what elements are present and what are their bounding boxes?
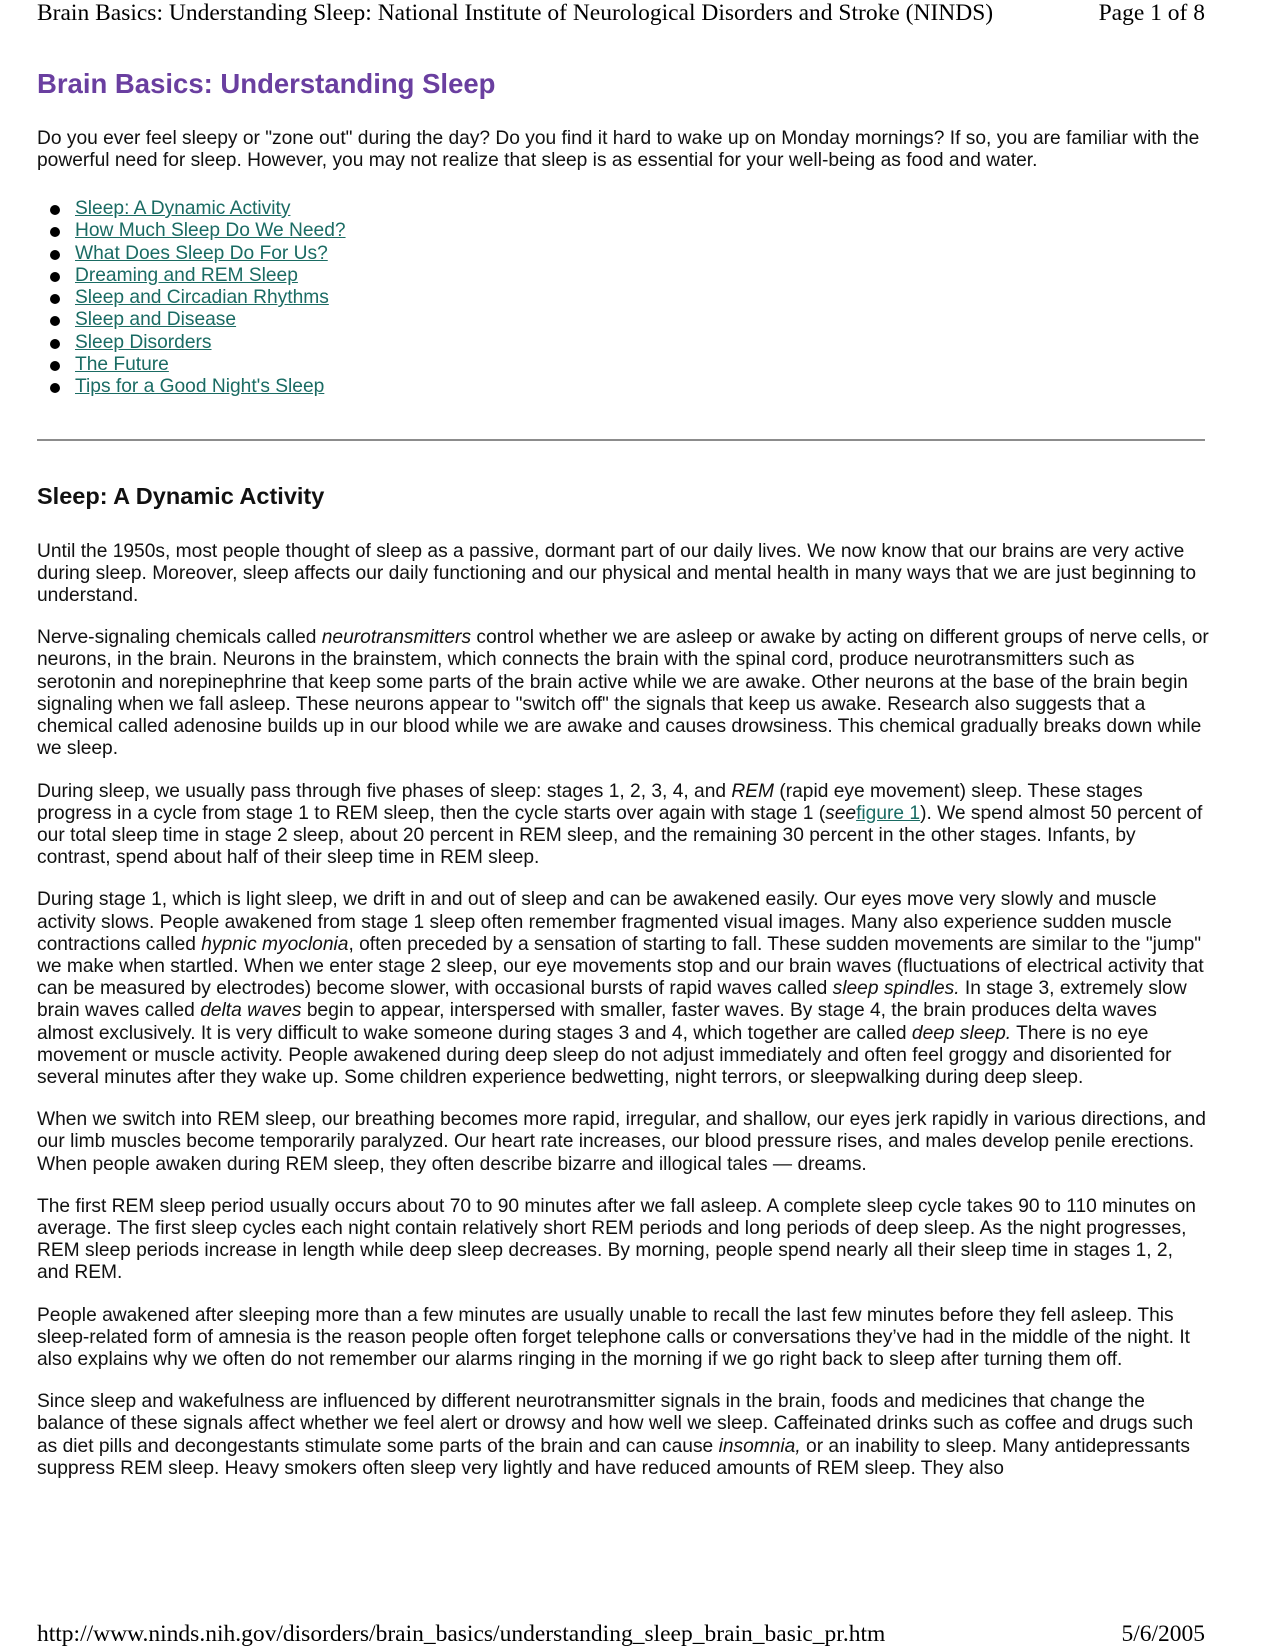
print-footer [37, 1621, 1205, 1648]
term-deep-sleep: deep sleep. [911, 1022, 1012, 1044]
paragraph-3: During sleep, we usually pass through five phases of sleep: stages 1, 2, 3, 4, and REM (rapid eye movement) sleep. These stages progress in a cycle from stage 1 to REM sleep, then the cycle starts over again with stage 1 (seefigure 1). We spend almost 50 percent of our total sleep time in stage 2 sleep, about 20 percent in REM sleep, and the remaining 30 percent in the other stages. Infants, by contrast, spend about half of their sleep time in REM sleep. [37, 780, 1203, 869]
paragraph-8: Since sleep and wakefulness are influenced by different neurotransmitter signals in the brain, foods and medicines that change the balance of these signals affect whether we feel alert or drowsy and how well we sleep. Caffeinated drinks such as coffee and drugs such as diet pills and decongestants stimulate some parts of the brain and can cause insomnia, or an inability to sleep. Many antidepressants suppress REM sleep. Heavy smokers often sleep very lightly and have reduced amounts of REM sleep. They also [37, 1391, 1194, 1479]
section-divider [37, 439, 1205, 441]
print-footer-url: http://www.ninds.nih.gov/disorders/brain_basics/understanding_sleep_brain_basic_pr.htm [37, 1621, 886, 1647]
toc-item [75, 376, 1209, 398]
toc-link-the-future[interactable]: The Future [75, 354, 169, 376]
bullet-icon [50, 294, 60, 304]
toc-item [75, 332, 1209, 354]
toc-link-sleep-disorders[interactable]: Sleep Disorders [75, 331, 212, 353]
print-footer-date: 5/6/2005 [1121, 1621, 1205, 1647]
toc-item [75, 220, 1209, 242]
bullet-icon [50, 205, 60, 215]
bullet-icon [50, 361, 60, 371]
table-of-contents [37, 198, 1209, 399]
toc-link-dynamic-activity[interactable]: Sleep: A Dynamic Activity [75, 198, 291, 219]
bullet-icon [50, 383, 60, 393]
paragraph-1: Until the 1950s, most people thought of sleep as a passive, dormant part of our daily lives. We now know that our brains are very active during sleep. Moreover, sleep affects our daily functioning and our physical and mental health in many ways that we are just beginning to understand. [37, 540, 1197, 607]
section-heading: Sleep: A Dynamic Activity [37, 482, 325, 509]
term-delta-waves: delta waves [200, 1000, 302, 1022]
term-rem: REM [731, 780, 775, 802]
toc-link-dreaming-rem[interactable]: Dreaming and REM Sleep [75, 264, 298, 286]
intro-paragraph: Do you ever feel sleepy or "zone out" during the day? Do you find it hard to wake up on Monday mornings? If so, you are familiar with the powerful need for sleep. However, you may not realize that sleep is as essential for your well-being as food and water. [37, 128, 1200, 171]
bullet-icon [50, 316, 60, 326]
article [37, 64, 1209, 1480]
bullet-icon [50, 272, 60, 282]
paragraph-2: Nerve-signaling chemicals called neurotransmitters control whether we are asleep or awake by acting on different groups of nerve cells, or neurons, in the brain. Neurons in the brainstem, which connects the brain with the spinal cord, produce neurotransmitters such as serotonin and norepinephrine that keep some parts of the brain active while we are awake. Other neurons at the base of the brain begin signaling when we fall asleep. These neurons appear to "switch off" the signals that keep us awake. Research also suggests that a chemical called adenosine builds up in our blood while we are awake and causes drowsiness. This chemical gradually breaks down while we sleep. [37, 627, 1209, 760]
paragraph-7: People awakened after sleeping more than a few minutes are usually unable to recall the last few minutes before they fell asleep. This sleep-related form of amnesia is the reason people often forget telephone calls or conversations they’ve had in the middle of the night. It also explains why we often do not remember our alarms ringing in the morning if we go right back to sleep after turning them off. [37, 1304, 1191, 1370]
term-neurotransmitters: neurotransmitters [321, 627, 472, 649]
toc-item [75, 287, 1209, 309]
bullet-icon [50, 250, 60, 260]
figure-1-link[interactable]: figure 1 [856, 802, 921, 824]
toc-link-circadian-rhythms[interactable]: Sleep and Circadian Rhythms [75, 287, 329, 309]
toc-link-how-much-sleep[interactable]: How Much Sleep Do We Need? [75, 220, 346, 242]
print-header-title: Brain Basics: Understanding Sleep: National Institute of Neurological Disorders and Stroke (NINDS) [37, 0, 994, 26]
print-header-page: Page 1 of 8 [1098, 0, 1205, 26]
paragraph-5: When we switch into REM sleep, our breathing becomes more rapid, irregular, and shallow, our eyes jerk rapidly in various directions, and our limb muscles become temporarily paralyzed. Our heart rate increases, our blood pressure rises, and males develop penile erections. When people awaken during REM sleep, they often describe bizarre and illogical tales — dreams. [37, 1109, 1206, 1175]
term-sleep-spindles: sleep spindles. [832, 978, 960, 1000]
toc-link-what-sleep-does[interactable]: What Does Sleep Do For Us? [75, 242, 328, 264]
toc-link-tips[interactable]: Tips for a Good Night's Sleep [75, 376, 325, 398]
page-title: Brain Basics: Understanding Sleep [37, 68, 496, 99]
toc-link-sleep-disease[interactable]: Sleep and Disease [75, 309, 237, 331]
term-insomnia: insomnia, [718, 1435, 801, 1457]
paragraph-6: The first REM sleep period usually occurs about 70 to 90 minutes after we fall asleep. A complete sleep cycle takes 90 to 110 minutes on average. The first sleep cycles each night contain relatively short REM periods and long periods of deep sleep. As the night progresses, REM sleep periods increase in length while deep sleep decreases. By morning, people spend nearly all their sleep time in stages 1, 2, and REM. [37, 1195, 1196, 1284]
toc-item [75, 309, 1209, 331]
print-header [37, 0, 1205, 27]
paragraph-4: During stage 1, which is light sleep, we drift in and out of sleep and can be awakened easily. Our eyes move very slowly and muscle activity slows. People awakened from stage 1 sleep often remember fragmented visual images. Many also experience sudden muscle contractions called hypnic myoclonia, often preceded by a sensation of starting to fall. These sudden movements are similar to the "jump" we make when startled. When we enter stage 2 sleep, our eye movements stop and our brain waves (fluctuations of electrical activity that can be measured by electrodes) become slower, with occasional bursts of rapid waves called sleep spindles. In stage 3, extremely slow brain waves called delta waves begin to appear, interspersed with smaller, faster waves. By stage 4, the brain produces delta waves almost exclusively. It is very difficult to wake someone during stages 3 and 4, which together are called deep sleep. There is no eye movement or muscle activity. People awakened during deep sleep do not adjust immediately and often feel groggy and disoriented for several minutes after they wake up. Some children experience bedwetting, night terrors, or sleepwalking during deep sleep. [37, 889, 1204, 1088]
toc-item [75, 198, 1209, 220]
bullet-icon [50, 339, 60, 349]
bullet-icon [50, 227, 60, 237]
toc-item [75, 243, 1209, 265]
toc-item [75, 265, 1209, 287]
toc-item [75, 354, 1209, 376]
term-hypnic-myoclonia: hypnic myoclonia [201, 933, 349, 955]
